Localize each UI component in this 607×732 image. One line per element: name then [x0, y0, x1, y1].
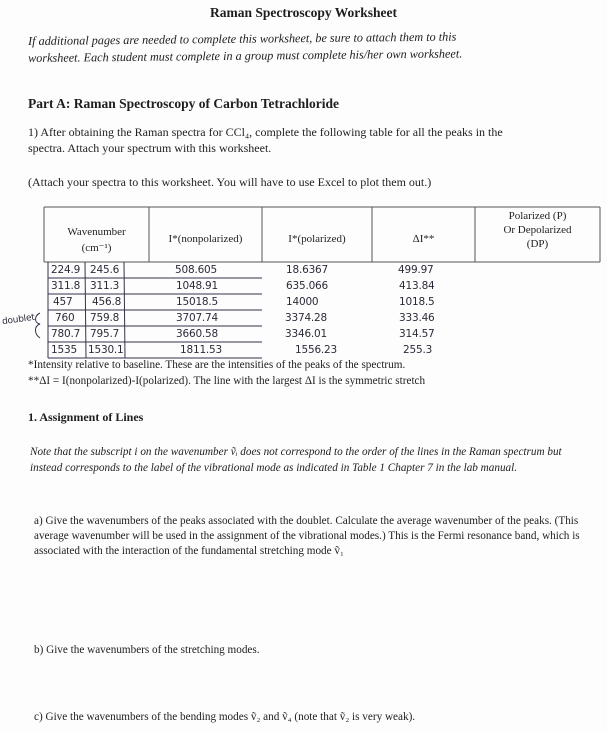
- row6-delta-i: 255.3: [403, 344, 433, 356]
- row2-wavenumber-1: 311.8: [51, 280, 81, 292]
- row3-polarized: 14000: [286, 296, 319, 308]
- row5-wavenumber-1: 780.7: [51, 328, 81, 340]
- row3-wavenumber-1: 457: [53, 296, 73, 308]
- italic-note: Note that the subscript i on the wavenumber ṽᵢ does not correspond to the order of the lines in the Raman spectrum but instead corresponds to the label of the vibrational mode as indicated in Table 1 Chapter 7 in the lab manual.: [30, 446, 562, 474]
- header-wavenumber-unit: (cm⁻¹): [81, 242, 112, 254]
- question-c: c) Give the wavenumbers of the bending modes ṽ₂ and ṽ₄ (note that ṽ₂ is very weak).: [34, 711, 416, 723]
- section-assignment-heading: 1. Assignment of Lines: [28, 410, 144, 424]
- instruction-line-2: spectra. Attach your spectrum with this worksheet.: [28, 141, 272, 155]
- row5-delta-i: 314.57: [399, 328, 435, 340]
- row6-wavenumber-1: 1535: [51, 344, 77, 356]
- page-title: Raman Spectroscopy Worksheet: [209, 5, 397, 20]
- header-polarized: I*(polarized): [288, 233, 346, 245]
- row1-nonpolarized: 508.605: [175, 264, 218, 276]
- row1-delta-i: 499.97: [398, 264, 434, 276]
- row6-wavenumber-2: 1530.1: [88, 344, 124, 356]
- intro-line-1: If additional pages are needed to complete this worksheet, be sure to attach them to this: [28, 29, 457, 48]
- header-nonpolarized: I*(nonpolarized): [168, 233, 243, 245]
- attach-note: (Attach your spectra to this worksheet. You will have to use Excel to plot them out.): [28, 175, 432, 189]
- row6-nonpolarized: 1811.53: [180, 344, 223, 356]
- row2-delta-i: 413.84: [399, 280, 435, 292]
- row6-polarized: 1556.23: [295, 344, 338, 356]
- row5-nonpolarized: 3660.58: [176, 328, 219, 340]
- question-a: a) Give the wavenumbers of the peaks associated with the doublet. Calculate the average wavenumber of the peaks. (This average wavenumber will be used in the assignment of the vibrational modes.) This is the Fermi resonance band, which is associated with the interaction of the fundamental stretching mode ṽ₁: [34, 515, 580, 557]
- row2-wavenumber-2: 311.3: [90, 280, 120, 292]
- row3-delta-i: 1018.5: [399, 296, 435, 308]
- header-wavenumber: Wavenumber: [67, 226, 126, 238]
- row4-delta-i: 333.46: [399, 312, 435, 324]
- row1-wavenumber-1: 224.9: [51, 264, 81, 276]
- header-or-depolarized: Or Depolarized: [503, 224, 572, 236]
- header-polarized-p: Polarized (P): [508, 210, 567, 222]
- question-b: b) Give the wavenumbers of the stretching modes.: [34, 644, 260, 656]
- row4-nonpolarized: 3707.74: [176, 312, 219, 324]
- row4-wavenumber-2: 759.8: [90, 312, 120, 324]
- row4-wavenumber-1: 760: [55, 312, 75, 324]
- row1-polarized: 18.6367: [286, 264, 329, 276]
- part-a-heading: Part A: Raman Spectroscopy of Carbon Tetrachloride: [28, 96, 339, 111]
- footnote-delta-i: **ΔI = I(nonpolarized)-I(polarized). The line with the largest ΔI is the symmetric stretch: [28, 375, 426, 387]
- row5-polarized: 3346.01: [285, 328, 328, 340]
- row3-wavenumber-2: 456.8: [92, 296, 122, 308]
- doublet-annotation: doublet: [1, 312, 36, 328]
- row2-polarized: 635.066: [286, 280, 329, 292]
- row2-nonpolarized: 1048.91: [176, 280, 219, 292]
- row4-polarized: 3374.28: [285, 312, 328, 324]
- instruction-line-1: 1) After obtaining the Raman spectra for CCl₄, complete the following table for all the peaks in the: [28, 125, 503, 139]
- header-dp: (DP): [526, 238, 549, 250]
- row1-wavenumber-2: 245.6: [90, 264, 120, 276]
- row5-wavenumber-2: 795.7: [90, 328, 120, 340]
- intro-line-2: worksheet. Each student must complete in a group must complete his/her own worksheet.: [28, 46, 463, 65]
- footnote-intensity: *Intensity relative to baseline. These are the intensities of the peaks of the spectrum.: [28, 359, 406, 371]
- header-delta-i: ΔI**: [412, 233, 435, 245]
- row3-nonpolarized: 15018.5: [176, 296, 219, 308]
